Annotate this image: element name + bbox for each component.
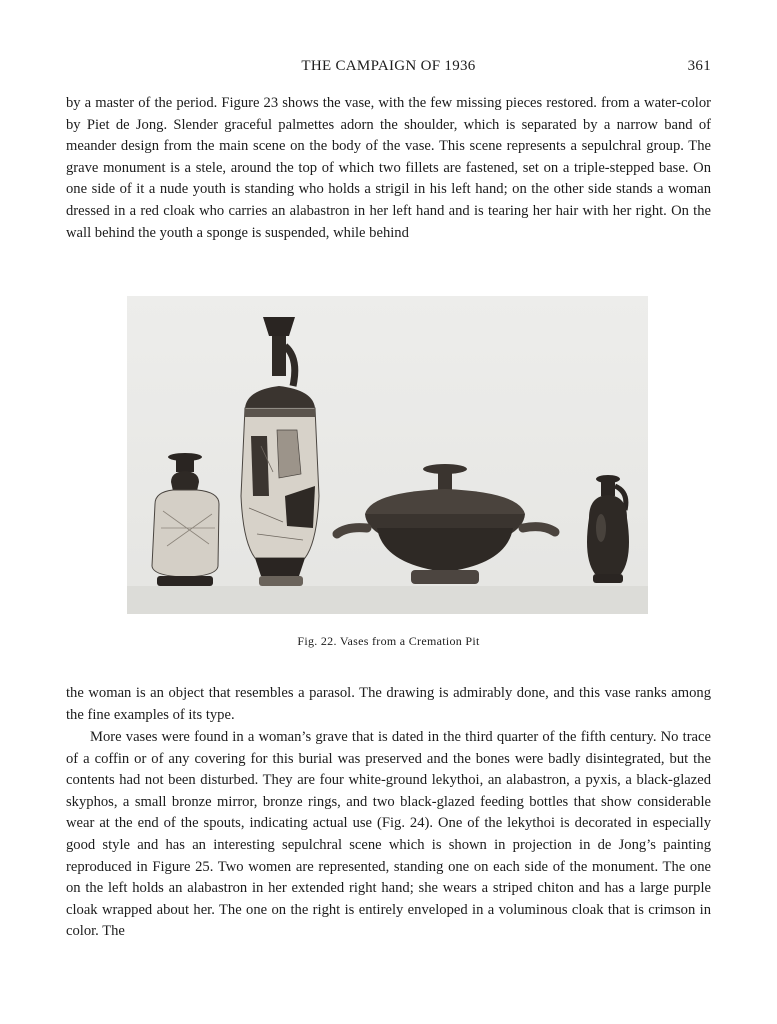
small-jug [587,475,629,583]
tall-lekythos [241,317,319,586]
paragraph-top: by a master of the period. Figure 23 shows the vase, with the few missing pieces restored. from a water-color by Piet de Jong. Slender graceful palmettes adorn the shoulder, which is separated by a narrow band of meander design from the main scene on the body of the vase. This scene represents a sepulchral group. The grave monument is a stele, around the top of which two fillets are fastened, set on a triple-stepped base. On one side of it a nude youth is standing who holds a strigil in his left hand; on the other side stands a woman dressed in a red cloak who carries an alabastron in her left hand and is tearing her hair with her right. On the wall behind the youth a sponge is suspended, while behind [66,95,711,241]
paragraph-second: More vases were found in a woman’s grave that is dated in the third quarter of the fifth century. No trace of a coffin or of any covering for this burial was preserved and the bones were badly disintegrated, but the contents had not been disturbed. They are four white-ground lekythoi, an alabastron, a pyxis, a black-glazed skyphos, a small bronze mirror, bronze rings, and two black-glazed feeding bottles that show considerable wear at the end of the spouts, indicating actual use (Fig. 24). One of the lekythoi is decorated in especially good style and has an interesting sepulchral scene which is shown in projection in de Jong’s painting reproduced in Figure 25. Two women are represented, standing one on each side of the monument. The one on the left holds an alabastron in her extended right hand; she wears a striped chiton and has a large purple cloak wrapped about her. The one on the right is entirely enveloped in a voluminous cloak that is crimson in color. The [66,729,711,940]
running-head [66,58,711,80]
running-title: THE CAMPAIGN OF 1936 [301,58,476,74]
figure-photo [127,296,648,614]
vases-photo [127,296,648,614]
figure-caption: Fig. 22. Vases from a Cremation Pit [297,634,480,648]
lidded-bowl [337,464,555,584]
small-lekythos [152,453,219,586]
paragraph-continuation: the woman is an object that resembles a parasol. The drawing is admirably done, and this vase ranks among the fine examples of its type. [66,685,711,723]
page-number: 361 [687,58,711,74]
